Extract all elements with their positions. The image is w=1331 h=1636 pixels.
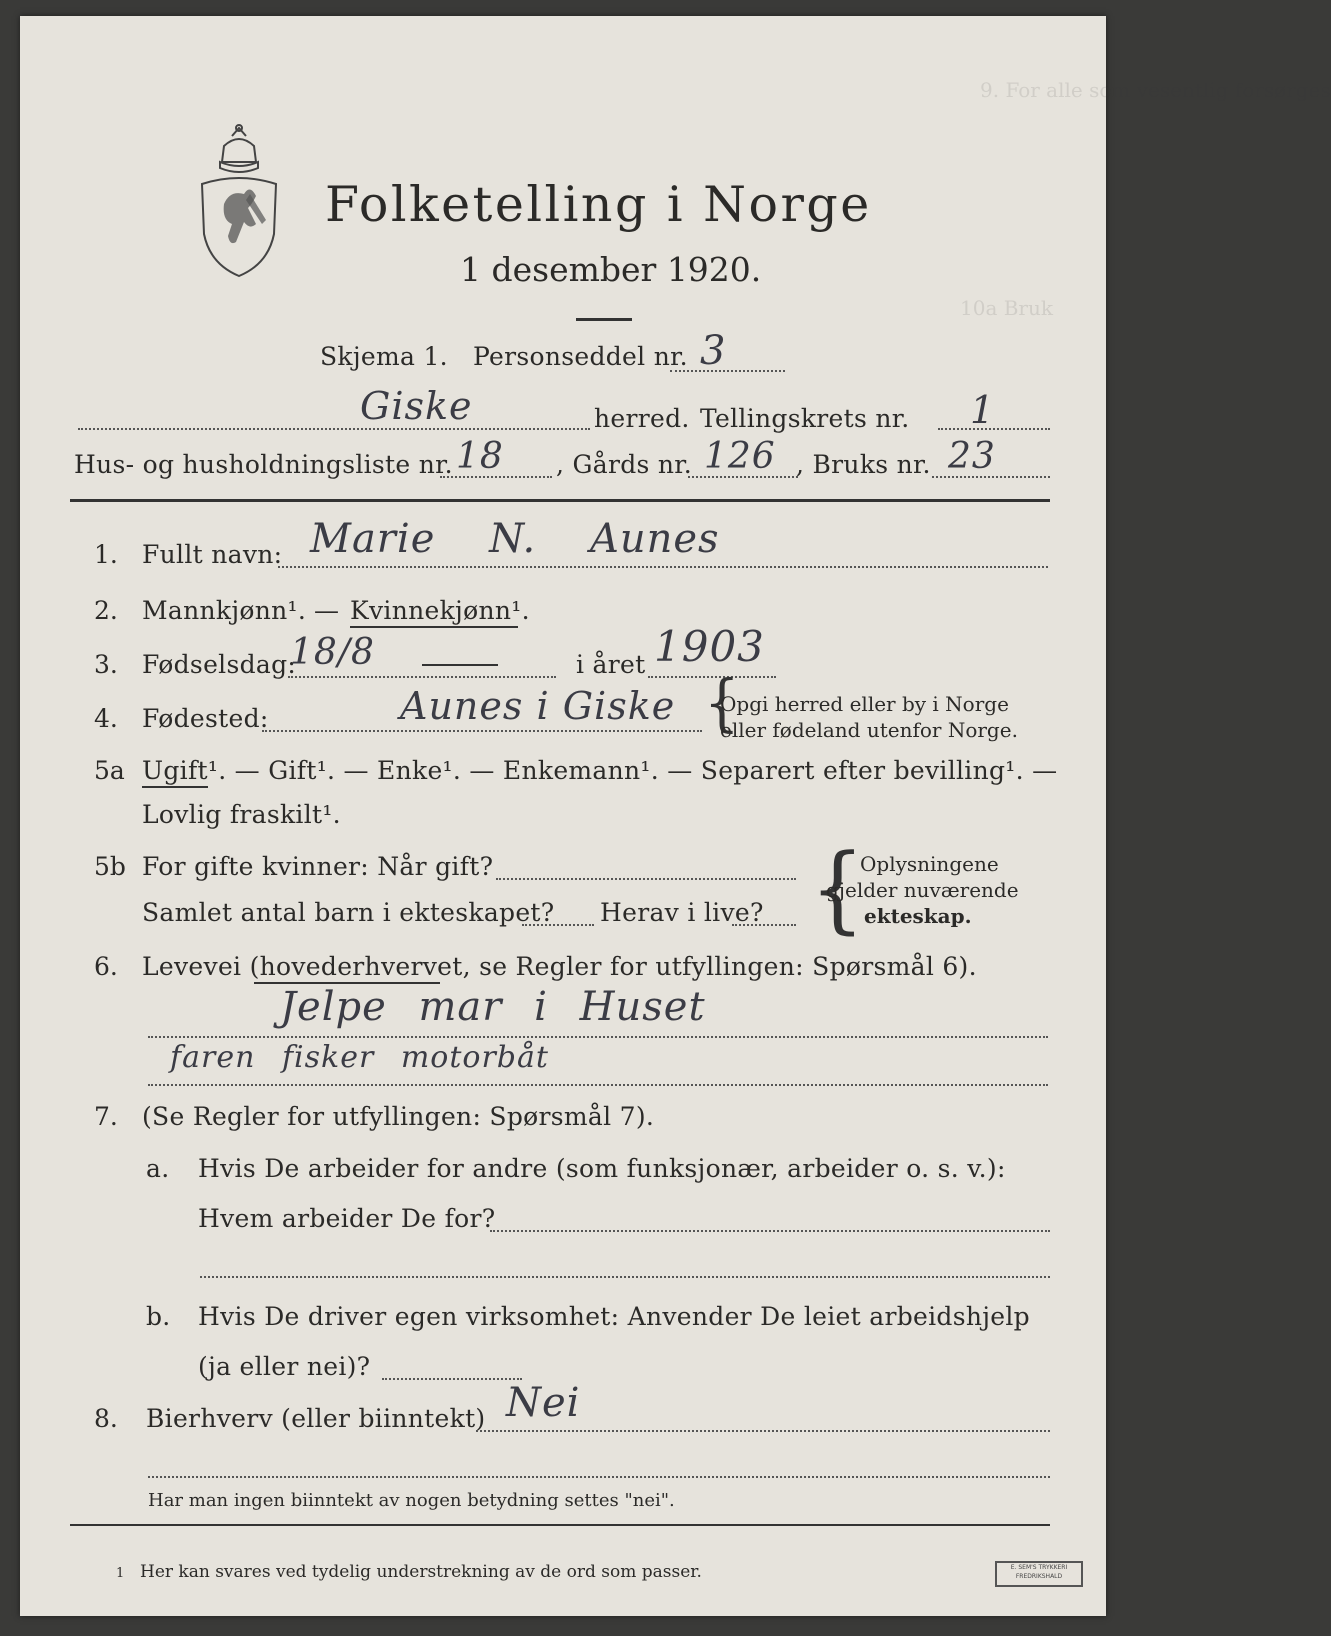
q7a-line1: Hvis De arbeider for andre (som funksjonær, arbeider o. s. v.): (198, 1154, 1006, 1183)
herav-i-live-field[interactable] (732, 924, 796, 926)
printer-stamp-line2: FREDRIKSHALD (1015, 1573, 1063, 1580)
footer-rule (70, 1524, 1050, 1526)
bruks-label: , Bruks nr. (796, 450, 931, 479)
q8-number: 8. (94, 1404, 118, 1433)
lovlig-fraskilt-option[interactable]: Lovlig fraskilt¹. (142, 800, 341, 829)
personseddel-value: 3 (700, 328, 727, 374)
q4-label: Fødested: (142, 704, 269, 733)
title-divider (576, 318, 632, 321)
ugift-underline (142, 786, 208, 788)
footnote-mark: 1 (116, 1566, 125, 1581)
norwegian-coat-of-arms-icon (194, 124, 284, 280)
q2-number: 2. (94, 596, 118, 625)
birthdate-value: 18/8 (290, 632, 375, 673)
birthplace-note-brace: { (704, 667, 740, 740)
q7a-letter: a. (146, 1154, 170, 1183)
marriage-note-line3: ekteskap. (864, 904, 972, 928)
printer-stamp (995, 1561, 1083, 1587)
census-form-page (20, 16, 1331, 1616)
marriage-note-line1: Oplysningene (860, 852, 999, 876)
herred-value: Giske (360, 384, 473, 428)
q4-number: 4. (94, 704, 118, 733)
occupation-field-1[interactable] (148, 1036, 1048, 1038)
q6-label: Levevei (hovederhvervet, se Regler for utfyllingen: Spørsmål 6). (142, 952, 977, 981)
hired-help-field[interactable] (382, 1378, 522, 1380)
year-label: i året (576, 650, 646, 679)
full-name-field[interactable] (278, 566, 1048, 568)
side-income-field[interactable] (476, 1430, 1050, 1432)
q7b-letter: b. (146, 1302, 171, 1331)
bruks-value: 23 (948, 436, 996, 477)
footer-note: Har man ingen biinntekt av nogen betydning settes "nei". (148, 1490, 675, 1511)
q7-label: (Se Regler for utfyllingen: Spørsmål 7). (142, 1102, 655, 1131)
q6-number: 6. (94, 952, 118, 981)
tellingskrets-value: 1 (970, 388, 996, 432)
footnote-text: Her kan svares ved tydelig understrekning av de ord som passer. (140, 1562, 702, 1582)
nar-gift-label: For gifte kvinner: Når gift? (142, 852, 494, 881)
marriage-note-line2: gjelder nuværende (826, 878, 1019, 902)
skjema-label: Skjema 1. (320, 342, 448, 371)
q7b-line2: (ja eller nei)? (198, 1352, 371, 1381)
occupation-answer-1: Jelpe mar i Huset (280, 984, 706, 1030)
kvinnekjonn-option[interactable]: Kvinnekjønn¹. (350, 596, 530, 625)
husholdningsliste-label: Hus- og husholdningsliste nr. (74, 450, 453, 479)
gards-value: 126 (704, 436, 776, 477)
q3-label: Fødselsdag: (142, 650, 297, 679)
employer-field[interactable] (490, 1230, 1050, 1232)
gards-label: , Gårds nr. (556, 450, 693, 479)
side-income-field-2[interactable] (148, 1476, 1050, 1478)
bleed-through-text: 9. For alle som vesentlig forsørges (980, 78, 1331, 102)
tellingskrets-label: Tellingskrets nr. (700, 404, 910, 433)
q7b-line1: Hvis De driver egen virksomhet: Anvender De leiet arbeidshjelp (198, 1302, 1030, 1331)
marriage-note-brace: { (810, 834, 865, 944)
side-income-value: Nei (506, 1380, 581, 1426)
birthplace-value: Aunes i Giske (400, 684, 676, 728)
herred-field[interactable] (78, 428, 590, 430)
q5b-number: 5b (94, 852, 126, 881)
personseddel-label: Personseddel nr. (473, 342, 688, 371)
q5a-number: 5a (94, 756, 125, 785)
form-date: 1 desember 1920. (460, 250, 762, 289)
husholdningsliste-value: 18 (456, 436, 504, 477)
bleed-through-text: 10a Bruk (960, 296, 1053, 320)
antal-barn-field[interactable] (522, 924, 594, 926)
occupation-answer-2: faren fisker motorbåt (170, 1040, 549, 1075)
birthplace-note-line2: eller fødeland utenfor Norge. (720, 718, 1018, 742)
q2-separator: — (314, 596, 340, 625)
birthplace-note-line1: Opgi herred eller by i Norge (720, 692, 1009, 716)
printer-stamp-line1: E. SEM'S TRYKKERI (1010, 1564, 1068, 1571)
q1-label: Fullt navn: (142, 540, 283, 569)
q1-number: 1. (94, 540, 118, 569)
birthyear-value: 1903 (654, 622, 765, 671)
q7-number: 7. (94, 1102, 118, 1131)
full-name-value: Marie N. Aunes (310, 516, 720, 562)
q7a-line2: Hvem arbeider De for? (198, 1204, 496, 1233)
nar-gift-field[interactable] (496, 878, 796, 880)
occupation-field-2[interactable] (148, 1084, 1048, 1086)
mannkjonn-option[interactable]: Mannkjønn¹. (142, 596, 307, 625)
birthplace-field[interactable] (262, 730, 702, 732)
header-rule (70, 499, 1050, 502)
employer-field-2[interactable] (200, 1276, 1050, 1278)
birthdate-field[interactable] (288, 676, 556, 678)
personseddel-field[interactable] (670, 370, 785, 372)
antal-barn-label: Samlet antal barn i ekteskapet? (142, 898, 555, 927)
herred-label: herred. (594, 404, 690, 433)
marital-status-options[interactable]: Ugift¹. — Gift¹. — Enke¹. — Enkemann¹. — Separert efter bevilling¹. — (142, 756, 1058, 785)
herav-i-live-label: Herav i live? (600, 898, 764, 927)
kvinnekjonn-underline (350, 626, 518, 628)
birthdate-dash (422, 664, 498, 666)
q3-number: 3. (94, 650, 118, 679)
form-title: Folketelling i Norge (325, 176, 872, 233)
q8-label: Bierhverv (eller biinntekt) (146, 1404, 486, 1433)
